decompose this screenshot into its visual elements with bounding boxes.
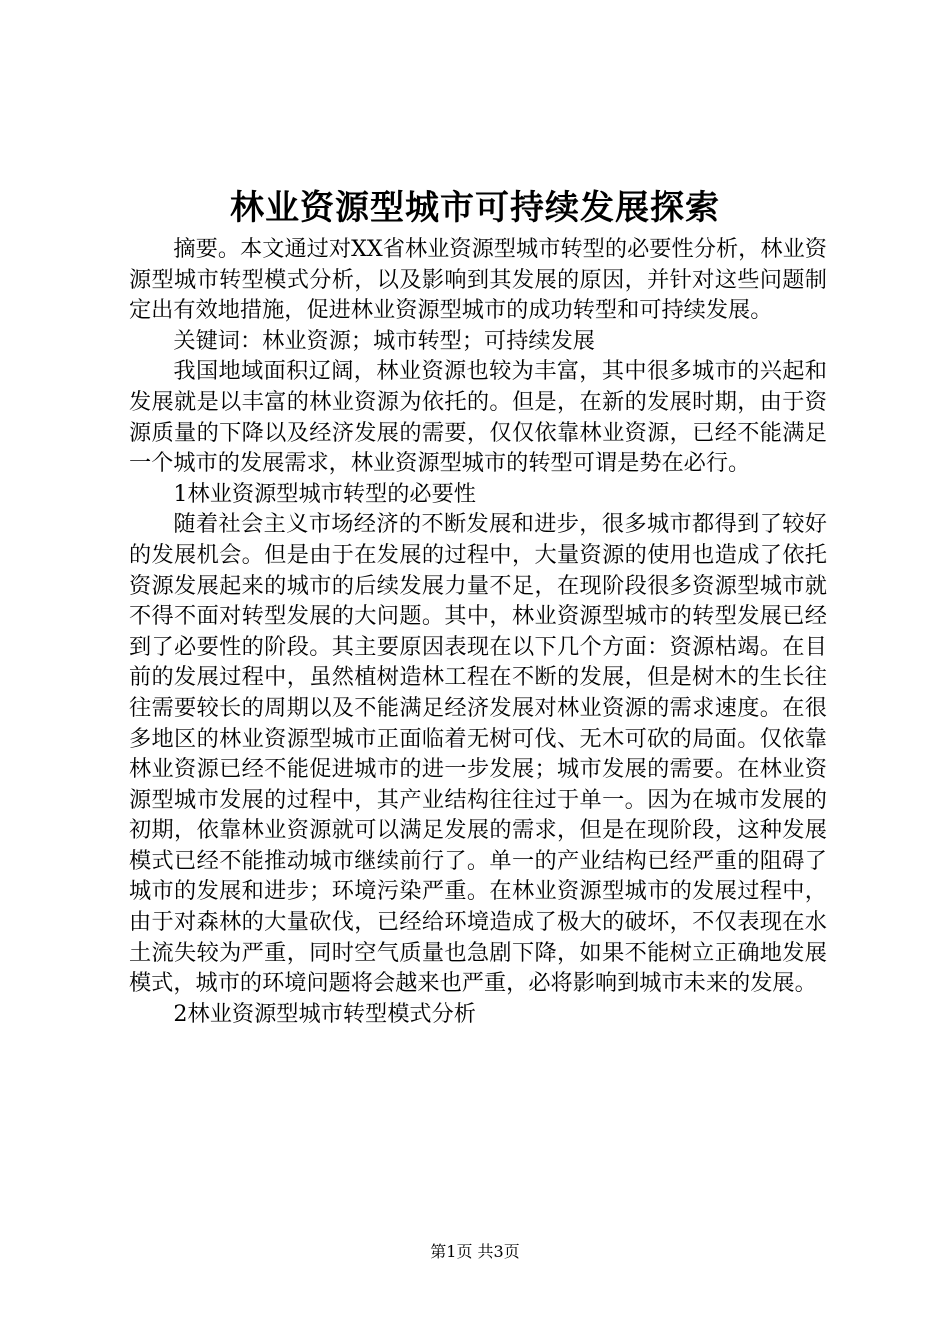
document-body — [129, 234, 827, 1029]
section-heading-1: 1林业资源型城市转型的必要性 — [173, 480, 476, 507]
intro-paragraph: 我国地域面积辽阔，林业资源也较为丰富，其中很多城市的兴起和发展就是以丰富的林业资源为依托的。但是，在新的发展时期，由于资源质量的下降以及经济发展的需要，仅仅依靠林业资源，已经不能满足一个城市的发展需求，林业资源型城市的转型可谓是势在必行。 — [129, 358, 827, 477]
section-1-paragraph: 随着社会主义市场经济的不断发展和进步，很多城市都得到了较好的发展机会。但是由于在发展的过程中，大量资源的使用也造成了依托资源发展起来的城市的后续发展力量不足，在现阶段很多资源型城市就不得不面对转型发展的大问题。其中，林业资源型城市的转型发展已经到了必要性的阶段。其主要原因表现在以下几个方面：资源枯竭。在目前的发展过程中，虽然植树造林工程在不断的发展，但是树木的生长往往需要较长的周期以及不能满足经济发展对林业资源的需求速度。在很多地区的林业资源型城市正面临着无树可伐、无木可砍的局面。仅依靠林业资源已经不能促进城市的进一步发展；城市发展的需要。在林业资源型城市发展的过程中，其产业结构往往过于单一。因为在城市发展的初期，依靠林业资源就可以满足发展的需求，但是在现阶段，这种发展模式已经不能推动城市继续前行了。单一的产业结构已经严重的阻碍了城市的发展和进步；环境污染严重。在林业资源型城市的发展过程中，由于对森林的大量砍伐，已经给环境造成了极大的破坏，不仅表现在水土流失较为严重，同时空气质量也急剧下降，如果不能树立正确地发展模式，城市的环境问题将会越来也严重，必将影响到城市未来的发展。 — [129, 511, 827, 997]
keywords-paragraph: 关键词：林业资源；城市转型；可持续发展 — [173, 327, 595, 354]
abstract-paragraph: 摘要。本文通过对XX省林业资源型城市转型的必要性分析，林业资源型城市转型模式分析，以及影响到其发展的原因，并针对这些问题制定出有效地措施，促进林业资源型城市的成功转型和可持续发展。 — [129, 236, 827, 324]
document-title: 林业资源型城市可持续发展探索 — [230, 188, 720, 228]
page-footer: 第1页 共3页 — [430, 1242, 520, 1261]
section-heading-2: 2林业资源型城市转型模式分析 — [173, 1000, 476, 1027]
